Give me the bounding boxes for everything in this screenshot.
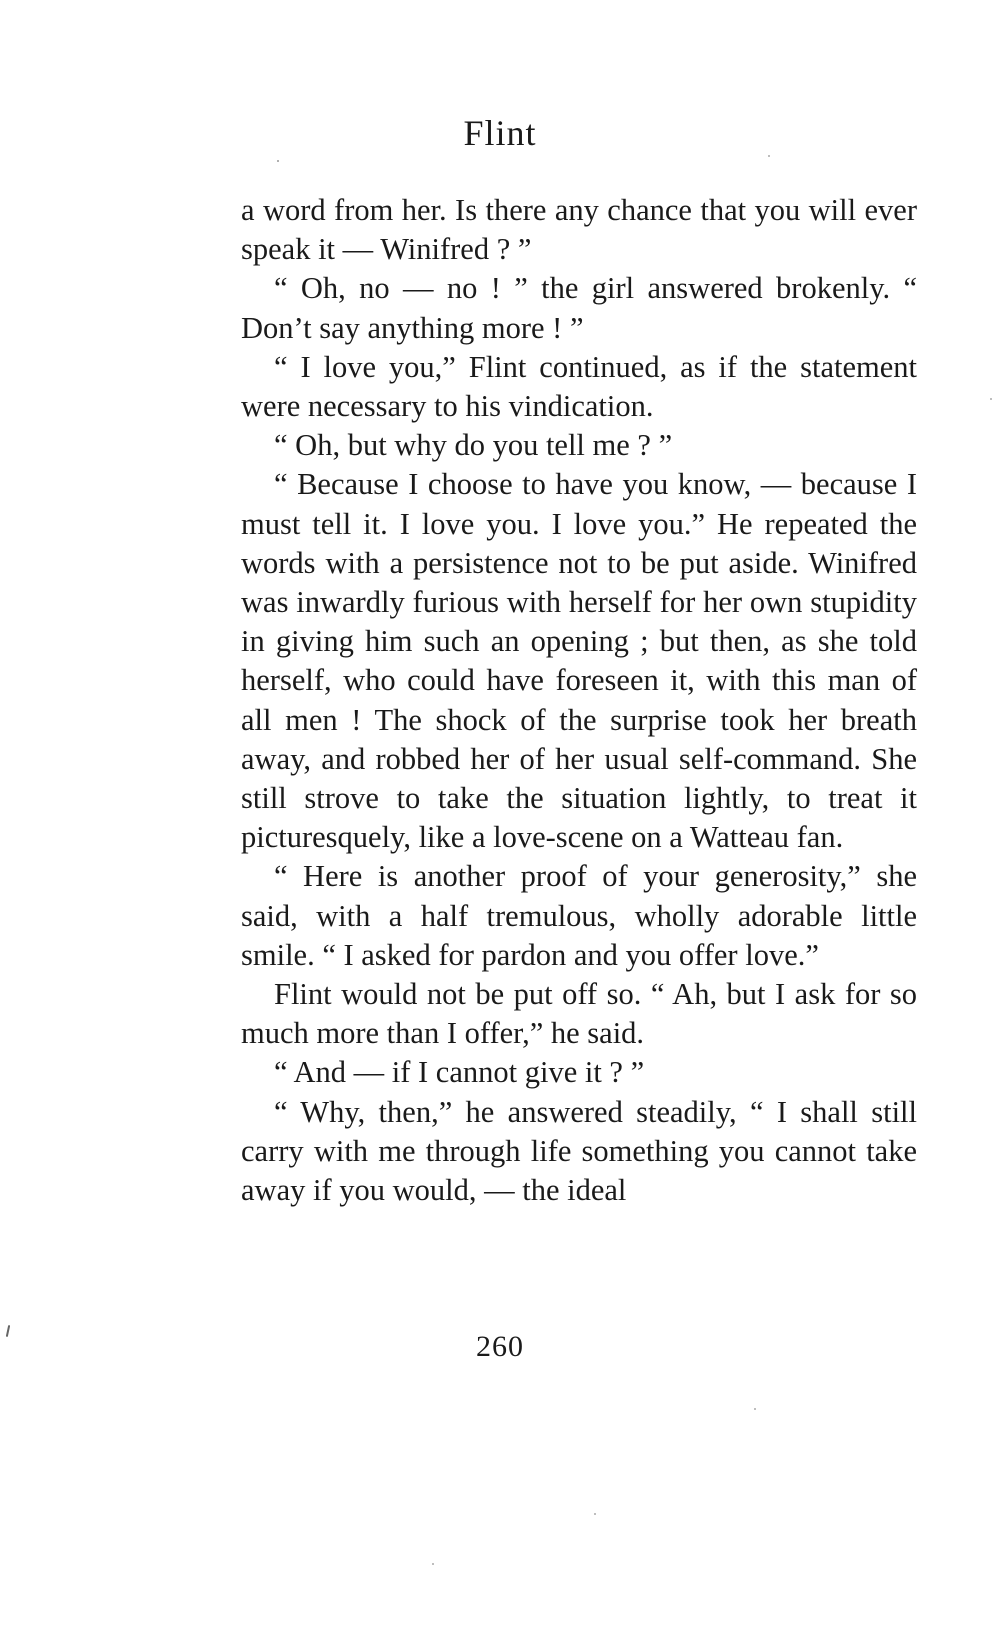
page-number: 260	[476, 1330, 524, 1363]
paragraph: Flint would not be put off so. “ Ah, but I ask for so much more than I offer,” he said.	[241, 977, 917, 1051]
scan-speck	[594, 1513, 596, 1515]
paragraph: “ Oh, but why do you tell me ? ”	[274, 428, 673, 463]
scan-speck	[990, 398, 992, 400]
scan-speck	[754, 1408, 756, 1410]
paragraph: “ Because I choose to have you know, — because I must tell it. I love you. I love you.” He repeated the words with a persistence not to be put aside. Winifred was inwardly furious with herself for her own stupidity in giving him such an opening ; but then, as she told herself, who could have foreseen it, with this man of all men ! The shock of the surprise took her breath away, and robbed her of her usual self-command. She still strove to take the situation lightly, to treat it picturesquely, like a love-scene on a Watteau fan.	[241, 467, 917, 855]
paragraph: “ And — if I cannot give it ? ”	[274, 1055, 645, 1090]
paragraph: “ Why, then,” he answered steadily, “ I shall still carry with me through life something you cannot take away if you would, — the ideal	[241, 1094, 917, 1208]
paragraph: “ Here is another proof of your generosity,” she said, with a half tremulous, wholly adorable little smile. “ I asked for pardon and you offer love.”	[241, 859, 917, 972]
scan-speck	[277, 160, 279, 162]
paragraph: “ Oh, no — no ! ” the girl answered brokenly. “ Don’t say anything more ! ”	[241, 271, 917, 345]
running-head: Flint	[463, 113, 537, 153]
scan-speck	[432, 1563, 434, 1565]
body-text	[241, 191, 917, 1210]
scan-speck	[768, 155, 770, 157]
paragraph: “ I love you,” Flint continued, as if the statement were necessary to his vindication.	[241, 349, 917, 424]
paragraph-continuation: a word from her. Is there any chance that you will ever speak it — Winifred ? ”	[241, 193, 917, 267]
